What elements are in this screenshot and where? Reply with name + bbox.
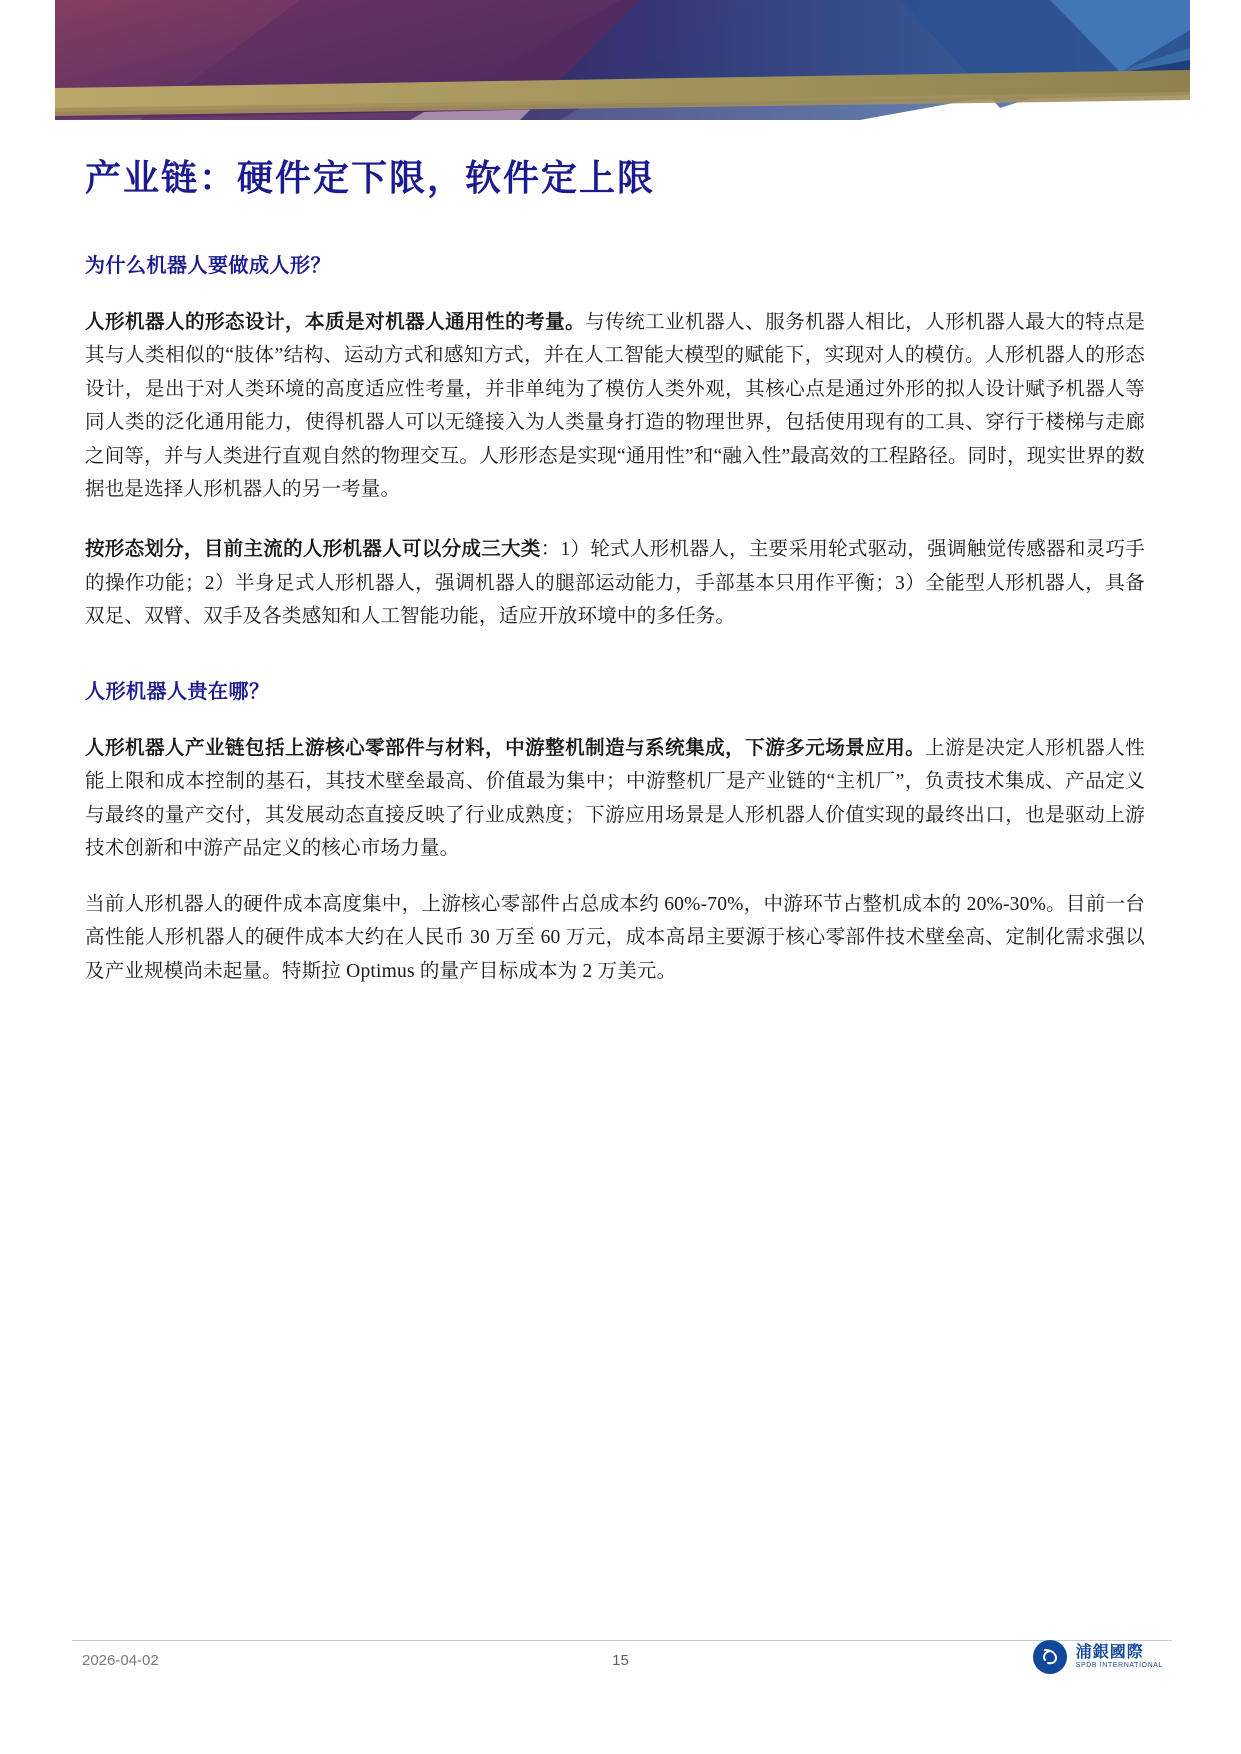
- section-heading-1: 为什么机器人要做成人形？: [85, 254, 331, 277]
- section-heading-2: 人形机器人贵在哪？: [85, 680, 270, 703]
- header-banner-graphic: [0, 0, 1241, 120]
- paragraph-1: [85, 306, 1145, 507]
- logo-name-cn: 浦銀國際: [1075, 1644, 1144, 1662]
- footer-date: 2026-04-02: [82, 1652, 159, 1669]
- paragraph-3-body: 上游是决定人形机器人性能上限和成本控制的基石，其技术壁垒最高、价值最为集中；中游整机厂是产业链的“主机厂”，负责技术集成、产品定义与最终的量产交付，其发展动态直接反映了行业成熟度；下游应用场景是人形机器人价值实现的最终出口，也是驱动上游技术创新和中游产品定义的核心市场力量。: [85, 737, 1146, 860]
- page-title: 产业链：硬件定下限，软件定上限: [85, 158, 656, 198]
- footer-page-number: 15: [612, 1652, 629, 1669]
- paragraph-4: [85, 888, 1145, 989]
- paragraph-1-lead: 人形机器人的形态设计，本质是对机器人通用性的考量。: [85, 311, 586, 333]
- paragraph-2-body: ：1）轮式人形机器人，主要采用轮式驱动，强调触觉传感器和灵巧手的操作功能；2）半身足式人形机器人，强调机器人的腿部运动能力，手部基本只用作平衡；3）全能型人形机器人，具备双足、双臂、双手及各类感知和人工智能功能，适应开放环境中的多任务。: [85, 538, 1145, 628]
- company-logo: [1033, 1640, 1163, 1674]
- paragraph-4-body: 当前人形机器人的硬件成本高度集中，上游核心零部件占总成本约 60%-70%，中游环节占整机成本的 20%-30%。目前一台高性能人形机器人的硬件成本大约在人民币 30 万至 60 万元，成本高昂主要源于核心零部件技术壁垒高、定制化需求强以及产业规模尚未起量。特斯拉 Optimus 的量产目标成本为 2 万美元。: [85, 893, 1145, 982]
- paragraph-2-lead: 按形态划分，目前主流的人形机器人可以分成三大类: [85, 538, 541, 560]
- page-content: [85, 140, 1145, 988]
- paragraph-2: [85, 533, 1145, 634]
- logo-name-en: SPDB INTERNATIONAL: [1075, 1661, 1163, 1669]
- paragraph-3-lead: 人形机器人产业链包括上游核心零部件与材料，中游整机制造与系统集成，下游多元场景应用。: [85, 737, 926, 759]
- logo-text: [1076, 1644, 1163, 1669]
- paragraph-3: [85, 732, 1145, 866]
- footer-divider: [72, 1640, 1172, 1641]
- logo-mark-icon: [1033, 1640, 1067, 1674]
- paragraph-1-body: 与传统工业机器人、服务机器人相比，人形机器人最大的特点是其与人类相似的“肢体”结构、运动方式和感知方式，并在人工智能大模型的赋能下，实现对人的模仿。人形机器人的形态设计，是出于对人类环境的高度适应性考量，并非单纯为了模仿人类外观，其核心点是通过外形的拟人设计赋予机器人等同人类的泛化通用能力，使得机器人可以无缝接入为人类量身打造的物理世界，包括使用现有的工具、穿行于楼梯与走廊之间等，并与人类进行直观自然的物理交互。人形形态是实现“通用性”和“融入性”最高效的工程路径。同时，现实世界的数据也是选择人形机器人的另一考量。: [85, 311, 1145, 501]
